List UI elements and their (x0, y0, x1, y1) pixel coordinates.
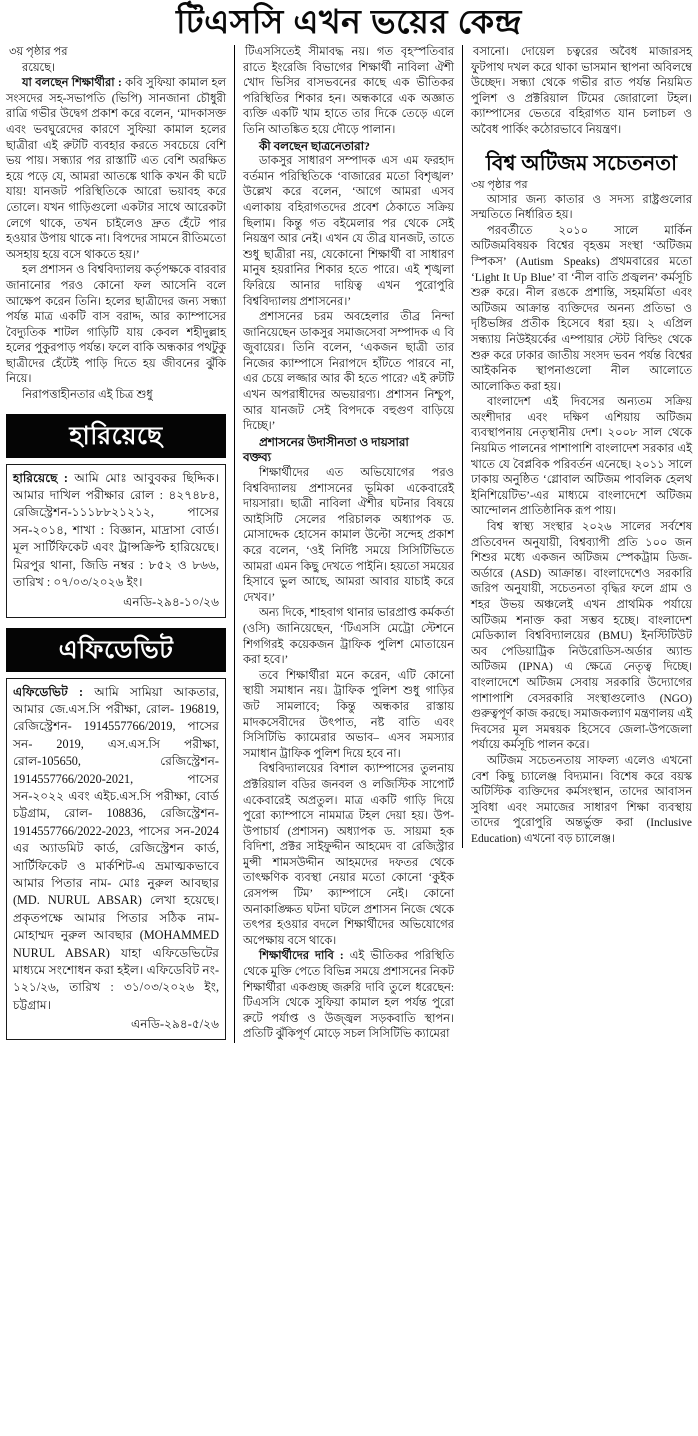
subheading-admin-negligence-line-2: বক্তব্য (243, 450, 272, 465)
paragraph-who-report: বিশ্ব স্বাস্থ্য সংস্থার ২০২৬ সালের সর্বশেষ প্রতিবেদন অনুযায়ী, বিশ্বব্যাপী প্রতি ১০০ জন শিশুর মধ্যে একজন অটিজম স্পেকট্রাম ডিজ-অর্ডারে (ASD) আক্রান্ত। বাংলাদেশেও সরকারি জরিপ অনুযায়ী, সচেতনতা বৃদ্ধির ফলে গ্রাম ও শহর উভয় অঞ্চলেই এখন প্রাথমিক পর্যায়ে অটিজম শনাক্ত করা সম্ভব হচ্ছে। বাংলাদেশ মেডিক্যাল বিশ্ববিদ্যালয়ের (BMU) ইনস্টিটিউট অব পেডিয়াট্রিক নিউরোডিস-অর্ডার অ্যান্ড অটিজম (IPNA) এ ক্ষেত্রে নেতৃত্ব দিচ্ছে। বাংলাদেশে অটিজম সেবায় সরকারি উদ্যোগের পাশাপাশি বেসরকারি সংস্থাগুলোও (NGO) গুরুত্বপূর্ণ কাজ করছে। সমাজকল্যাণ মন্ত্রণালয় এই দিবসের মূল সমন্বয়ক হিসেবে জেলা-উপজেলা পর্যায়ে কর্মসূচি পালন করে। (471, 521, 692, 752)
paragraph-zubayer: প্রশাসনের চরম অবহেলার তীব্র নিন্দা জানিয়েছেন ডাকসুর সমাজসেবা সম্পাদক এ বি জুবায়ের। তিনি বলেন, ‘একজন ছাত্রী তার নিজের ক্যাম্পাসে নিরাপদে হাঁটতে পারবে না, এর চেয়ে লজ্জার আর কী হতে পারে? এই রুটটি এখন অপরাধীদের অভয়ারণ্য। প্রশাসন নিশ্চুপ, আর যানজট সেই বিপদকে বহুগুণ বাড়িয়ে দিচ্ছে।’ (243, 311, 454, 433)
paragraph-demands-text: এই ভীতিকর পরিস্থিতি থেকে মুক্তি পেতে বিভিন্ন সময়ে প্রশাসনের নিকট শিক্ষার্থীরা একগুচ্ছ জরুরি দাবি তুলে ধরেছেন: টিএসসি থেকে সুফিয়া কামাল হল পর্যন্ত পুরো রুটে পর্যাপ্ত ও উজ্জ্বল সড়কবাতি স্থাপন। প্রতিটি ঝুঁকিপূর্ণ মোড়ে সচল সিসিটিভি ক্যামেরা (243, 950, 454, 1041)
lost-ad-body: আমি মোঃ আবুবকর ছিদ্দিক। আমার দাখিল পরীক্ষার রোল : ৪২৭৪৮৪, রেজিস্ট্রেশন-১১১৮৮২১২১২, পাসের সন-২০১৪, শাখা : বিজ্ঞান, মাদ্রাসা বোর্ড। মূল সার্টিফিকেট এবং ট্রান্সক্রিপ্ট হারিয়েছে। মিরপুর থানা, জিডি নম্বর : ৮৫২ ও ৮৬৬, তারিখ : ০৭/০৩/২০২৬ ইং। (13, 470, 219, 590)
affidavit-ad-body: আমি সামিয়া আকতার, আমার জে.এস.সি পরীক্ষা, রোল- 196819, রেজিস্ট্রেশন- 1914557766/2019, পাসের সন- 2019, এস.এস.সি পরীক্ষা, রোল-105650, রেজিস্ট্রেশন- 1914557766/2020-2021, পাসের সন-২০২২ এবং এইচ.এস.সি পরীক্ষা, বোর্ড চট্টগ্রাম, রোল- 108836, রেজিস্ট্রেশন- 1914557766/2022-2023, পাসের সন-2024 এর অ্যাডমিট কার্ড, রেজিস্ট্রেশন কার্ড, সার্টিফিকেট ও মার্কশিট-এ ভ্রমাত্মকভাবে আমার পিতার নাম- মোঃ নুরুল আবছার (MD. NURUL ABSAR) লেখা হয়েছে। প্রকৃতপক্ষে আমার পিতার সঠিক নাম- মোহাম্মদ নুরুল আবছার (MOHAMMED NURUL ABSAR) যাহা এফিডেভিটের মাধ্যমে সংশোধন করা হইল। এফিডেবিট নং- ১২১/২৬, তারিখ : ৩১/০৩/২০২৬ ইং, চট্টগ্রাম। (13, 684, 219, 1012)
paragraph-insecurity: নিরাপত্তাহীনতার এই চিত্র শুধু (22, 389, 153, 402)
middle-column (234, 45, 462, 1043)
lost-ad-label: হারিয়েছে : (13, 470, 68, 485)
affidavit-ad-label: এফিডেভিট : (13, 684, 84, 699)
lost-ad-reference: এনডি-২৯৪-১০/২৬ (123, 594, 219, 609)
runin-students-label: যা বলছেন শিক্ষার্থীরা : (22, 77, 122, 90)
paragraph-admin-role: শিক্ষার্থীদের এত অভিযোগের পরও বিশ্ববিদ্যালয় প্রশাসনের ভূমিকা একেবারেই দায়সারা। ছাত্রী নাবিলা ঐশীর ঘটনার বিষয়ে আইসিটি সেলের পরিচালক অধ্যাপক ড. মোসাদ্দেক হোসেন কামাল উল্টো সন্দেহ প্রকাশ করে বলেন, ‘ওই নির্দিষ্ট সময়ে সিসিটিভিতে আমরা এমন কিছু দেখতে পাইনি। হয়তো সময়ের হিসাবে ভুল আছে, আমরা আবার যাচাই করে দেখব।’ (243, 467, 454, 604)
right-column (462, 45, 692, 848)
jump-note-line-2: রয়েছে। (22, 61, 56, 74)
lost-ad-box (6, 464, 226, 618)
columns-container (6, 45, 692, 1046)
paragraph-qatar: আসার জন্য কাতার ও সদস্য রাষ্ট্রগুলোর সম্মতিতে নির্ধারিত হয়। (471, 193, 692, 222)
subheading-student-leaders: কী বলছেন ছাত্রনেতারা? (259, 138, 370, 153)
page-title: টিএসসি এখন ভয়ের কেন্দ্র (176, 3, 522, 40)
affidavit-section-banner: এফিডেভিট (6, 628, 226, 672)
affidavit-ad-box (6, 678, 226, 1041)
runin-demands-label: শিক্ষার্থীদের দাবি : (259, 950, 344, 963)
paragraph-bangladesh-role: বাংলাদেশ এই দিবসের অন্যতম সক্রিয় অংশীদার এবং দক্ষিণ এশিয়ায় অটিজম ব্যবস্থাপনায় নেতৃস্থানীয় দেশ। ২০০৮ সাল থেকে নিয়মিত পালনের পাশাপাশি বাংলাদেশ সরকার এই খাতে যে বৈপ্লবিক পরিবর্তন এনেছে। ২০১১ সালে ঢাকায় অনুষ্ঠিত ‘গ্লোবাল অটিজম পাবলিক হেলথ ইনিশিয়েটিভ’-এর মাধ্যমে বাংলাদেশে অটিজম আন্দোলন প্রাতিষ্ঠানিক রূপ পায়। (471, 396, 692, 518)
jump-note-line-1: ৩য় পৃষ্ঠার পর (9, 46, 68, 58)
paragraph-challenges: অটিজম সচেতনতায় সাফল্য এলেও এখনো বেশ কিছু চ্যালেঞ্জ বিদ্যমান। বিশেষ করে বয়স্ক অটিস্টিক ব্যক্তিদের কর্মসংস্থান, তাদের আবাসন সুবিধা এবং সমাজের সাধারণ শিক্ষা ব্যবস্থায় তাদের পুরোপুরি অন্তর্ভুক্ত করা (Inclusive Education) এখনো বড় চ্যালেঞ্জ। (471, 754, 692, 845)
lost-section-banner: হারিয়েছে (6, 414, 226, 458)
paragraph-proctorial-body: বিশ্ববিদ্যালয়ের বিশাল ক্যাম্পাসের তুলনায় প্রক্টরিয়াল বডির জনবল ও লজিস্টিক সাপোর্ট একেবারেই অপ্রতুল। মাত্র একটি গাড়ি দিয়ে পুরো ক্যাম্পাসে নামমাত্র টহল দেয়া হয়। উপ-উপাচার্য (প্রশাসন) অধ্যাপক ড. সায়মা হক বিদিশা, প্রক্টর সাইফুদ্দীন আহমেদ বা রেজিস্ট্রার মুন্সী শামসউদ্দীন আহমদের দফতর থেকে তাৎক্ষণিক ব্যবস্থা নেয়ার মতো কোনো ‘কুইক রেসপন্স টিম’ ক্যাম্পাসে নেই। কোনো অনাকাঙ্ক্ষিত ঘটনা ঘটলে প্রশাসন নিজে থেকে তৎপর হওয়ার বদলে শিক্ষার্থীদের অভিযোগের অপেক্ষায় বসে থাকে। (243, 763, 454, 947)
subheading-admin-negligence-line-1: প্রশাসনের উদাসীনতা ও দায়সারা (259, 434, 409, 449)
affidavit-ad-text (13, 684, 219, 1015)
secondary-story-headline: বিশ্ব অটিজম সচেতনতা (485, 151, 678, 175)
paragraph-autism-speaks: পরবর্তীতে ২০১০ সালে মার্কিন অটিজমবিষয়ক বিশ্বের বৃহত্তম সংস্থা ‘অটিজম স্পিকস’ (Autism Speaks) প্রথমবারের মতো ‘Light It Up Blue’ বা ‘নীল বাতি প্রজ্বলন’ কর্মসূচি শুরু করে। নীল রঙকে প্রশান্তি, সহমর্মিতা এবং অটিজম আক্রান্ত ব্যক্তিদের অনন্য প্রতিভা ও দৃষ্টিভঙ্গির প্রতীক হিসেবে ধরা হয়। ২ এপ্রিল সন্ধ্যায় নিউইয়র্কের এম্পায়ার স্টেট বিল্ডিং থেকে শুরু করে ঢাকার জাতীয় সংসদ ভবন পর্যন্ত বিশ্বের আইকনিক স্থাপনাগুলো নীল আলোতে আলোকিত করা হয়। (471, 224, 692, 393)
paragraph-students-text: কবি সুফিয়া কামাল হল সংসদের সহ-সভাপতি (ভিপি) সানজানা চৌধুরী রাত্রি গভীর উদ্বেগ প্রকাশ করে বলেন, ‘মাদকাসক্ত এবং ভবঘুরেদের কারণে সুফিয়া কামাল হলের ছাত্রীরা এই রুটটি ব্যবহার করতে সবচেয়ে বেশি ভয় পায়। সন্ধ্যার পর রাস্তাটি এত বেশি অরক্ষিত হয়ে পড়ে যে, আমরা আতঙ্কে থাকি কখন কী ঘটে যায়! যানজট পরিস্থিতিকে আরো ভয়াবহ করে তোলে। যখন গাড়িগুলো একটার সাথে আরেকটা লেগে থাকে, তখন চাইলেও দ্রুত হেঁটে পার হওয়ার উপায় থাকে না। বিপদের সামনে রীতিমতো অসহায় হয়ে বসে থাকতে হয়।’ (6, 77, 226, 261)
paragraph-students (6, 76, 226, 263)
paragraph-demands (243, 949, 454, 1043)
paragraph-continued-demands: বসানো। দোয়েল চত্বরের অবৈধ মাজারসহ ফুটপাথ দখল করে থাকা ভাসমান স্থাপনা অবিলম্বে উচ্ছেদ। সন্ধ্যা থেকে গভীর রাত পর্যন্ত নিয়মিত পুলিশ ও প্রক্টরিয়াল টিমের জোরালো টহল। ক্যাম্পাসের ভেতরে বহিরাগত যান চলাচল ও অবৈধ পার্কিং কঠোরভাবে নিয়ন্ত্রণ। (471, 46, 692, 136)
paragraph-shahbag-police: অন্য দিকে, শাহবাগ থানার ভারপ্রাপ্ত কর্মকর্তা (ওসি) জানিয়েছেন, ‘টিএসসি মেট্রো স্টেশনে শিগগিরই কয়েকজন ট্রাফিক পুলিশ মোতায়েন করা হবে।’ (243, 607, 454, 667)
lost-ad-text (13, 470, 219, 592)
left-column (6, 45, 234, 1046)
secondary-jump-note: ৩য় পৃষ্ঠার পর (471, 178, 528, 191)
paragraph-hall-admin: হল প্রশাসন ও বিশ্ববিদ্যালয় কর্তৃপক্ষকে বারবার জানানোর পরও কোনো ফল আসেনি বলে আক্ষেপ করেন তিনি। হলের ছাত্রীদের জন্য সন্ধ্যা পর্যন্ত মাত্র একটি বাস বরাদ্দ, আর ক্যাম্পাসের বৈদ্যুতিক শাটল গাড়িটি যায় কেবল শহীদুল্লাহ হলের পুকুরপাড় পর্যন্ত। ফলে বাকি অন্ধকার পথটুকু ছাত্রীদের হেঁটেই পাড়ি দিতে হয় জীবনের ঝুঁকি নিয়ে। (6, 264, 226, 386)
paragraph-tsc-limit: টিএসসিতেই সীমাবদ্ধ নয়। গত বৃহস্পতিবার রাতে ইংরেজি বিভাগের শিক্ষার্থী নাবিলা ঐশী খোদ ভিসির বাসভবনের কাছে এক ভীতিকর পরিস্থিতির শিকার হন। অন্ধকারে এক অজ্ঞাত ব্যক্তি একটি খাম হাতে তার দিকে তেড়ে এলে তিনি আতঙ্কিত হয়ে দৌড়ে পালান। (243, 46, 454, 136)
paragraph-not-permanent-solution: তবে শিক্ষার্থীরা মনে করেন, এটি কোনো স্থায়ী সমাধান নয়। ট্রাফিক পুলিশ শুধু গাড়ির জট সামলাবে; কিন্তু অন্ধকার রাস্তায় মাদকসেবীদের উৎপাত, নষ্ট বাতি এবং সিসিটিভি ক্যামেরার অভাব– এসব সমস্যার সমাধান ট্রাফিক পুলিশ দিয়ে হবে না। (243, 669, 454, 760)
affidavit-ad-reference: এনডি-২৯৪-৫/২৬ (130, 1017, 219, 1032)
paragraph-daksu: ডাকসুর সাধারণ সম্পাদক এস এম ফরহাদ বর্তমান পরিস্থিতিকে ‘বাজারের মতো বিশৃঙ্খল’ উল্লেখ করে বলেন, ‘আগে আমরা এসব এলাকায় বহিরাগতদের প্রবেশ ঠেকাতে সক্রিয় ছিলাম। কিন্তু গত বইমেলার পর থেকে সেই নিয়ন্ত্রণ আর নেই। এখন যে তীব্র যানজট, তাতে শুধু ছাত্রীরা নয়, যেকোনো শিক্ষার্থী বা সাধারণ মানুষ হয়রানির শিকার হতে পারে। এই শৃঙ্খলা ফিরিয়ে আনার দায়িত্ব এখন পুরোপুরি বিশ্ববিদ্যালয় প্রশাসনের।’ (243, 155, 454, 308)
